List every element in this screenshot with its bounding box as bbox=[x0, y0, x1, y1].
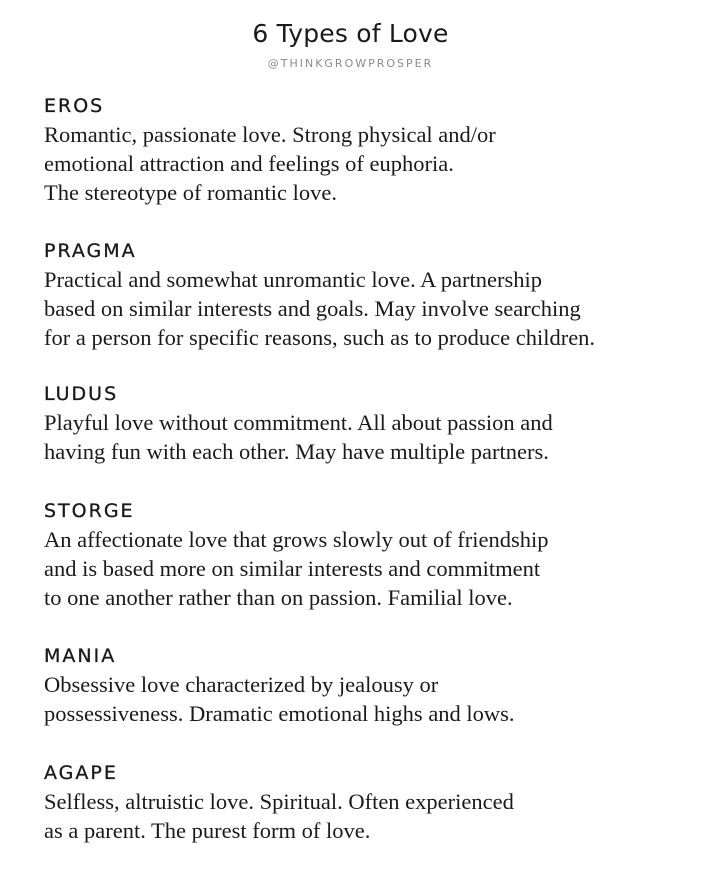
author-handle: @THINKGROWPROSPER bbox=[267, 57, 434, 70]
section-mania bbox=[44, 644, 684, 728]
section-description: Practical and somewhat unromantic love. A partnership based on similar interests and goals. May involve searching for a person for specific reasons, such as to produce children. bbox=[44, 267, 596, 350]
section-heading: LUDUS bbox=[44, 383, 119, 405]
section-description: Obsessive love characterized by jealousy or possessiveness. Dramatic emotional highs and lows. bbox=[44, 672, 515, 726]
section-pragma bbox=[44, 239, 684, 352]
section-description: An affectionate love that grows slowly out of friendship and is based more on similar interests and commitment to one another rather than on passion. Familial love. bbox=[44, 527, 549, 610]
section-storge bbox=[44, 499, 684, 612]
section-eros bbox=[44, 94, 684, 207]
section-description: Romantic, passionate love. Strong physical and/or emotional attraction and feelings of euphoria. The stereotype of romantic love. bbox=[44, 122, 496, 205]
page-title: 6 Types of Love bbox=[252, 19, 449, 48]
section-ludus bbox=[44, 382, 684, 466]
section-heading: EROS bbox=[44, 95, 105, 117]
section-heading: AGAPE bbox=[44, 762, 118, 784]
section-heading: STORGE bbox=[44, 500, 135, 522]
section-heading: PRAGMA bbox=[44, 240, 137, 262]
section-description: Selfless, altruistic love. Spiritual. Often experienced as a parent. The purest form of love. bbox=[44, 789, 514, 843]
section-heading: MANIA bbox=[44, 645, 117, 667]
section-description: Playful love without commitment. All about passion and having fun with each other. May have multiple partners. bbox=[44, 410, 553, 464]
section-agape bbox=[44, 761, 684, 845]
